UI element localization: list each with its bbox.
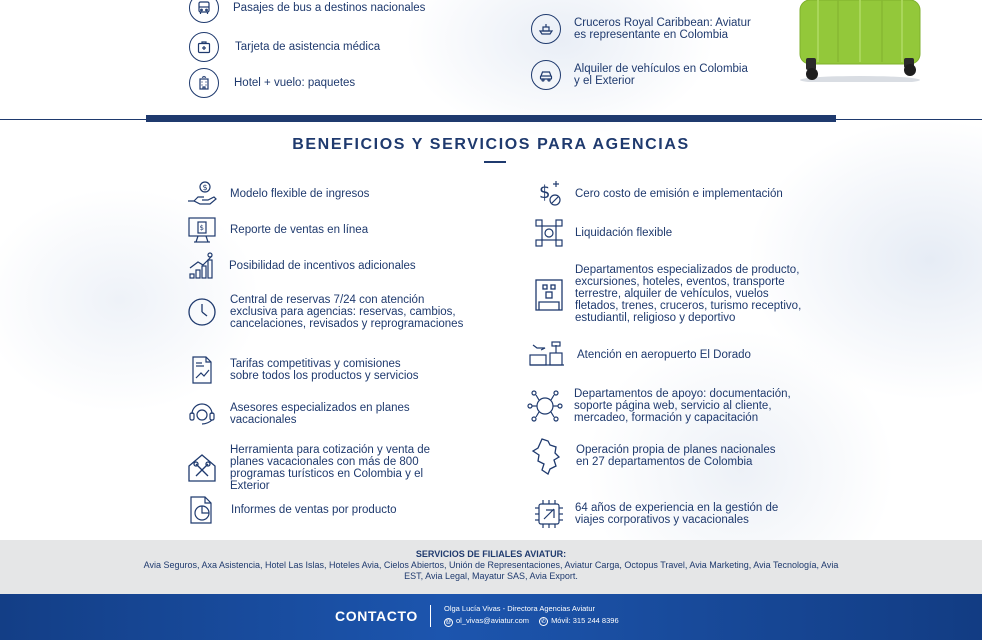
service-bus: [189, 0, 425, 23]
contact-email-group[interactable]: [444, 616, 529, 627]
contact-separator: [430, 605, 431, 627]
benefit-competitive-rates-label: Tarifas competitivas y comisiones sobre todos los productos y servicios: [230, 358, 419, 382]
title-underline: [484, 161, 506, 163]
document-chart-icon: [186, 354, 218, 386]
contact-phone-group[interactable]: [539, 616, 619, 626]
benefit-zero-cost: [533, 178, 783, 210]
contact-name: Olga Lucía Vivas - Directora Agencias Aviatur: [444, 604, 596, 613]
svg-text:$: $: [202, 183, 208, 192]
benefit-incentives: [186, 250, 416, 282]
benefit-incentives-label: Posibilidad de incentivos adicionales: [229, 260, 416, 272]
email-icon: @: [445, 619, 452, 625]
benefit-experience-label: 64 años de experiencia en la gestión de viajes corporativos y vacacionales: [575, 502, 779, 526]
benefit-sales-reports: [186, 494, 397, 526]
chip-plane-icon: [533, 498, 565, 530]
benefit-support-departments: [526, 388, 791, 424]
contact-footer: [0, 594, 982, 640]
medical-kit-icon: [189, 32, 219, 62]
phone-icon: ✆: [541, 619, 547, 626]
service-cruise-label: Cruceros Royal Caribbean: Aviatur es representante en Colombia: [574, 17, 751, 41]
subsidiaries-title: SERVICIOS DE FILIALES AVIATUR:: [415, 549, 567, 559]
benefit-airport-service-label: Atención en aeropuerto El Dorado: [577, 349, 751, 361]
benefit-national-plans-label: Operación propia de planes nacionales en 27 departamentos de Colombia: [576, 444, 776, 468]
pie-report-icon: [186, 494, 218, 526]
benefit-competitive-rates: [186, 354, 419, 386]
suitcase-image: [798, 0, 922, 82]
cruise-ship-icon: [531, 14, 561, 44]
contact-label: CONTACTO: [335, 608, 418, 624]
contact-details: [444, 616, 619, 627]
network-hub-icon: [526, 388, 564, 424]
section-title: BENEFICIOS Y SERVICIOS PARA AGENCIAS: [292, 136, 690, 153]
service-cruise: [531, 14, 751, 44]
service-medical: [189, 32, 380, 62]
benefit-zero-cost-label: Cero costo de emisión e implementación: [575, 188, 783, 200]
benefit-support-departments-label: Departamentos de apoyo: documentación, soporte página web, servicio al cliente, mercadeo, formación y capacitación: [574, 388, 791, 424]
benefit-experience: [533, 498, 778, 530]
hotel-icon: [189, 68, 219, 98]
benefit-reservations-center-label: Central de reservas 7/24 con atención exclusiva para agencias: reservas, cambios, cancelaciones, revisados y reprogramaciones: [230, 294, 464, 330]
service-car-rental: [531, 60, 748, 90]
contact-email[interactable]: ol_vivas@aviatur.com: [456, 616, 530, 625]
monitor-report-icon: [186, 214, 218, 246]
service-hotel-label: Hotel + vuelo: paquetes: [234, 77, 356, 89]
benefit-flexible-settlement-label: Liquidación flexible: [575, 227, 673, 239]
subsidiaries-list: Avia Seguros, Axa Asistencia, Hotel Las Islas, Hoteles Avia, Cielos Abiertos, Unión de Representaciones, Aviatur Carga, Octopus Travel, Avia Marketing, Avia Tecnología, Avia EST, Avia Legal, Mayatur SAS, Avia Export.: [143, 560, 839, 581]
benefit-quotation-tool-label: Herramienta para cotización y venta de planes vacacionales con más de 800 programas turísticos en Colombia y el Exterior: [230, 444, 431, 492]
service-hotel: [189, 68, 355, 98]
airport-icon: [528, 339, 566, 371]
colombia-map-icon: [530, 437, 564, 475]
benefit-reservations-center: [186, 294, 463, 330]
clock-icon: [186, 296, 218, 328]
bus-icon: [189, 0, 219, 23]
benefit-airport-service: [528, 339, 751, 371]
headset-advisor-icon: [186, 398, 218, 430]
svg-text:$: $: [539, 182, 551, 203]
benefit-online-report-label: Reporte de ventas en línea: [230, 224, 369, 236]
benefit-flexible-income: [186, 178, 369, 210]
benefit-sales-reports-label: Informes de ventas por producto: [231, 504, 397, 516]
money-zero-icon: [533, 178, 565, 210]
tools-house-icon: [186, 452, 218, 484]
service-medical-label: Tarjeta de asistencia médica: [235, 41, 381, 53]
service-bus-label: Pasajes de bus a destinos nacionales: [233, 2, 426, 14]
cash-flow-icon: [533, 217, 565, 249]
car-icon: [531, 60, 561, 90]
benefit-specialized-advisors-label: Asesores especializados en planes vacacionales: [230, 402, 410, 426]
contact-phone[interactable]: Móvil: 315 244 8396: [551, 616, 619, 626]
building-departments-icon: [533, 278, 565, 310]
benefit-national-plans: [530, 437, 775, 475]
benefit-flexible-income-label: Modelo flexible de ingresos: [230, 188, 370, 200]
benefit-quotation-tool: [186, 444, 430, 492]
benefit-flexible-settlement: [533, 217, 672, 249]
section-divider-bar: [146, 115, 836, 122]
subsidiaries-band: [0, 540, 982, 594]
service-car-rental-label: Alquiler de vehículos en Colombia y el Exterior: [574, 63, 748, 87]
growth-chart-icon: [186, 250, 218, 282]
benefit-specialized-departments: [533, 264, 801, 324]
benefit-specialized-advisors: [186, 398, 410, 430]
benefit-specialized-departments-label: Departamentos especializados de producto, excursiones, hoteles, eventos, transporte terrestre, alquiler de vehículos, vuelos fletados, trenes, cruceros, turismo receptivo, estudiantil, religioso y deportivo: [575, 264, 802, 324]
svg-text:$: $: [199, 224, 204, 232]
hand-money-icon: [186, 178, 218, 210]
benefit-online-report: [186, 214, 368, 246]
